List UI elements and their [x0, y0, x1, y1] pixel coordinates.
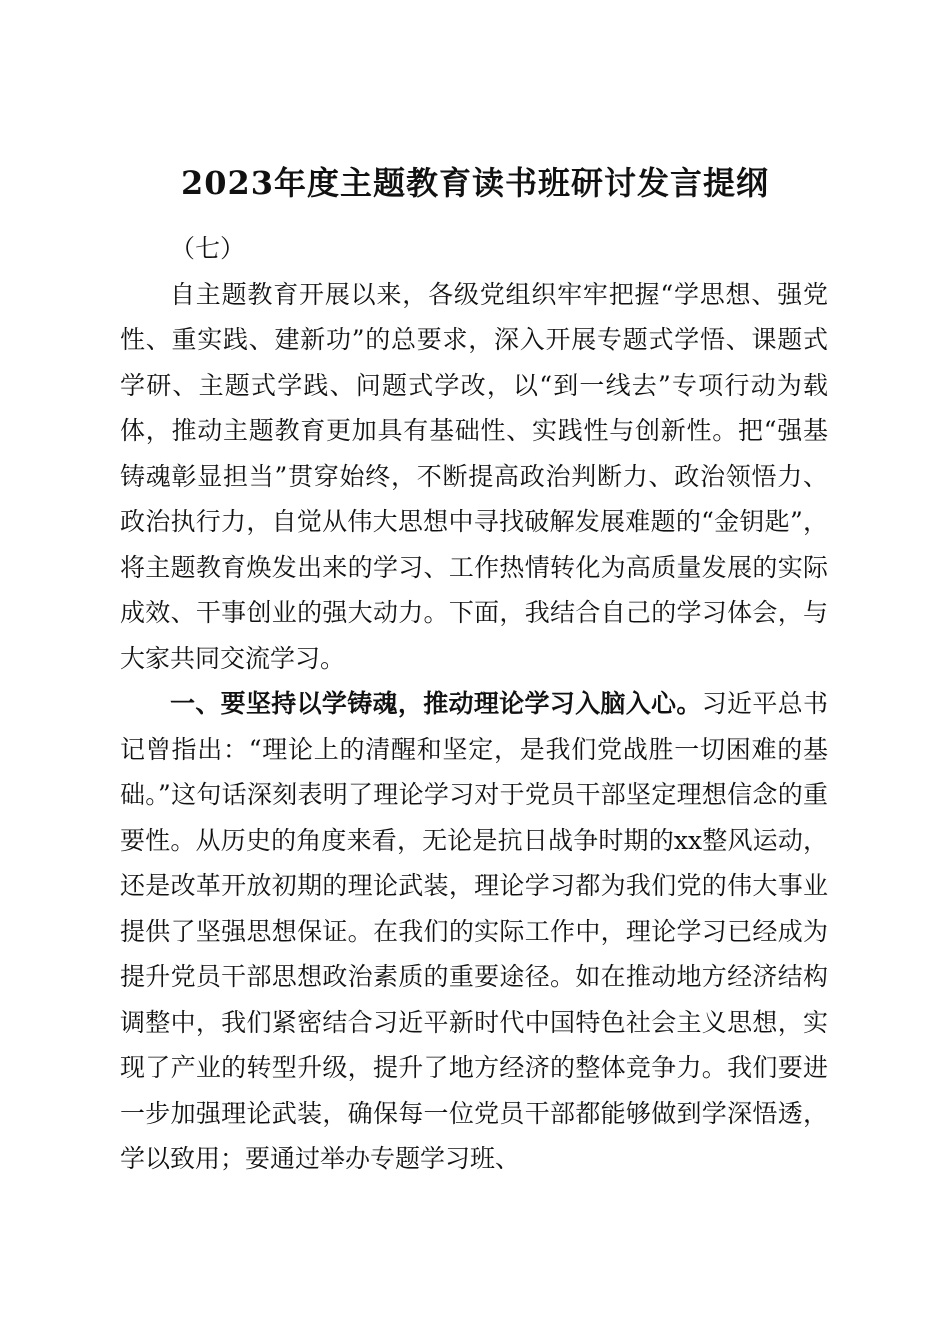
section-number: （七）: [170, 234, 246, 263]
point-one-paragraph: [120, 681, 828, 1182]
document-body: [120, 226, 828, 1182]
document-title: 2023年度主题教育读书班研讨发言提纲: [180, 164, 770, 203]
point-one-text: 习近平总书记曾指出：“理论上的清醒和坚定，是我们党战胜一切困难的基础。”这句话深刻表明了理论学习对于党员干部坚定理想信念的重要性。从历史的角度来看，无论是抗日战争时期的xx整风运动，还是改革开放初期的理论武装，理论学习都为我们党的伟大事业提供了坚强思想保证。在我们的实际工作中，理论学习已经成为提升党员干部思想政治素质的重要途径。如在推动地方经济结构调整中，我们紧密结合习近平新时代中国特色社会主义思想，实现了产业的转型升级，提升了地方经济的整体竞争力。我们要进一步加强理论武装，确保每一位党员干部都能够做到学深悟透，学以致用；要通过举办专题学习班、: [120, 689, 828, 1173]
point-one-heading: 一、要坚持以学铸魂，推动理论学习入脑入心。: [170, 689, 702, 718]
intro-paragraph: 自主题教育开展以来，各级党组织牢牢把握“学思想、强党性、重实践、建新功”的总要求，深入开展专题式学悟、课题式学研、主题式学践、问题式学改，以“到一线去”专项行动为载体，推动主题教育更加具有基础性、实践性与创新性。把“强基铸魂彰显担当”贯穿始终，不断提高政治判断力、政治领悟力、政治执行力，自觉从伟大思想中寻找破解发展难题的“金钥匙”，将主题教育焕发出来的学习、工作热情转化为高质量发展的实际成效、干事创业的强大动力。下面，我结合自己的学习体会，与大家共同交流学习。: [120, 279, 828, 673]
